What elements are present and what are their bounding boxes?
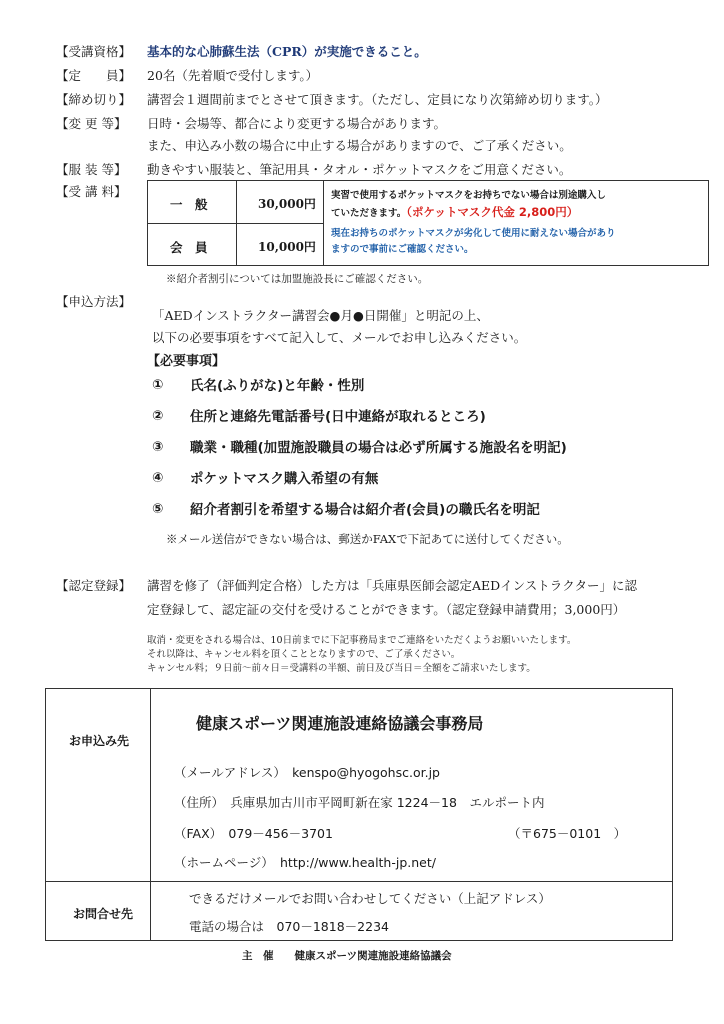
qualification-text: 基本的な心肺蘇生法（CPR）が実施できること。 <box>147 44 427 59</box>
required-item: ④ ポケットマスク購入希望の有無 <box>152 470 379 487</box>
certification-label: 【認定登録】 <box>56 578 132 593</box>
inquiry-phone: 電話の場合は 070－1818－2234 <box>189 919 389 934</box>
fee-table <box>147 180 709 266</box>
capacity-label: 【定 員】 <box>56 68 132 83</box>
attire-label: 【服 装 等】 <box>56 162 127 177</box>
fee-note-line4: ますので事前にご確認ください。 <box>331 244 474 255</box>
required-heading: 【必要事項】 <box>147 354 226 369</box>
organizer: 主 催 健康スポーツ関連施設連絡協議会 <box>242 950 452 962</box>
required-item: ① 氏名(ふりがな)と年齢・性別 <box>152 377 365 394</box>
application-label: 【申込方法】 <box>56 294 132 309</box>
fee-price-member: 10,000円 <box>258 240 316 254</box>
required-item: ③ 職業・職種(加盟施設職員の場合は必ず所属する施設名を明記) <box>152 439 567 456</box>
required-item: ② 住所と連絡先電話番号(日中連絡が取れるところ) <box>152 408 486 425</box>
contact-box <box>45 688 673 941</box>
changes-line1: 日時・会場等、都合により変更する場合があります。 <box>147 116 447 131</box>
cancellation-line2: それ以降は、キャンセル料を頂くこととなりますので、ご了承ください。 <box>147 649 461 660</box>
fee-price-general: 30,000円 <box>258 197 316 211</box>
referral-note: ※紹介者割引については加盟施設長にご確認ください。 <box>166 273 429 285</box>
fee-category-general: 一 般 <box>170 197 208 212</box>
fee-note-line1: 実習で使用するポケットマスクをお持ちでない場合は別途購入し <box>331 190 606 201</box>
contact-address: （住所） 兵庫県加古川市平岡町新在家 1224－18 エルポート内 <box>174 795 545 810</box>
changes-line2: また、申込み小数の場合に中止する場合がありますので、ご了承ください。 <box>147 138 572 153</box>
fee-pocket-mask-price: （ポケットマスク代金 2,800円） <box>406 205 579 219</box>
contact-postal: （〒675－0101 ） <box>508 826 627 841</box>
deadline-label: 【締め切り】 <box>56 92 132 107</box>
contact-email[interactable]: （メールアドレス） kenspo@hyogohsc.or.jp <box>174 765 440 780</box>
changes-label: 【変 更 等】 <box>56 116 127 131</box>
fee-note-line2a: ていただきます。 <box>331 208 407 219</box>
required-item: ⑤ 紹介者割引を希望する場合は紹介者(会員)の職氏名を明記 <box>152 501 540 518</box>
certification-line1: 講習を修了（評価判定合格）した方は「兵庫県医師会認定AEDインストラクター」に認 <box>147 578 638 593</box>
deadline-text: 講習会１週間前までとさせて頂きます。（ただし、定員になり次第締め切ります。） <box>147 92 608 107</box>
fee-label: 【受 講 料】 <box>56 184 127 199</box>
email-note: ※メール送信ができない場合は、郵送かFAXで下記あてに送付してください。 <box>166 532 569 546</box>
inquiry-label: お問合せ先 <box>73 907 134 921</box>
org-name: 健康スポーツ関連施設連絡協議会事務局 <box>196 714 484 733</box>
qualification-label: 【受講資格】 <box>56 44 132 59</box>
fee-category-member: 会 員 <box>170 240 208 255</box>
attire-text: 動きやすい服装と、筆記用具・タオル・ポケットマスクをご用意ください。 <box>147 162 572 177</box>
cancellation-line3: キャンセル料；９日前～前々日＝受講料の半額、前日及び当日＝全額をご請求いたします。 <box>147 663 536 674</box>
cancellation-line1: 取消・変更をされる場合は、10日前までに下記事務局までご連絡をいただくようお願いいたします。 <box>147 635 577 646</box>
fee-note-line3: 現在お持ちのポケットマスクが劣化して使用に耐えない場合があり <box>331 228 616 239</box>
apply-to-label: お申込み先 <box>69 734 130 748</box>
contact-homepage-link[interactable]: （ホームページ） http://www.health-jp.net/ <box>174 855 436 870</box>
contact-fax: （FAX） 079－456－3701 <box>174 826 333 841</box>
capacity-text: 20名（先着順で受付します。） <box>147 68 319 83</box>
application-line1: 「AEDインストラクター講習会●月●日開催」と明記の上、 <box>152 308 489 323</box>
application-line2: 以下の必要事項をすべて記入して、メールでお申し込みください。 <box>152 330 527 345</box>
certification-line2: 定登録して、認定証の交付を受けることができます。（認定登録申請費用；3,000円） <box>147 602 626 617</box>
inquiry-line1: できるだけメールでお問い合わせしてください（上記アドレス） <box>189 891 551 906</box>
